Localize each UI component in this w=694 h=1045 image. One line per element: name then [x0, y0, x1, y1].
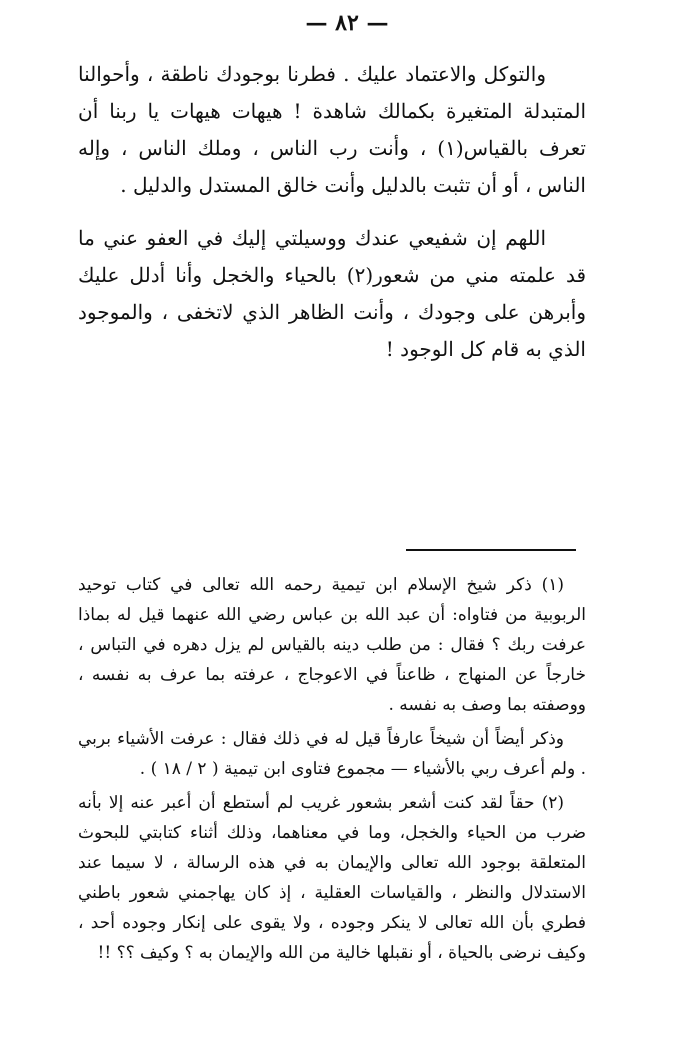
footnote-separator	[406, 549, 576, 551]
body-paragraph-1: والتوكل والاعتماد عليك . فطرنا بوجودك ناطقة ، وأحوالنا المتبدلة المتغيرة بكمالك شاهدة ! هيهات هيهات يا ربنا أن تعرف بالقياس(١) ، وأنت رب الناس ، وملك الناس ، وإله الناس ، أو أن تثبت بالدليل وأنت خالق المستدل والدليل .	[78, 62, 586, 197]
page-number: — ٨٢ —	[305, 10, 389, 36]
footnote-1: (١) ذكر شيخ الإسلام ابن تيمية رحمه الله تعالى في كتاب توحيد الربوبية من فتاواه: أن عبد الله بن عباس رضي الله عنهما قيل له بماذا عرفت ربك ؟ فقال : من طلب دينه بالقياس لم يزل دهره في التباس ، خارجاً عن المنهاج ، ظاعناً في الاعوجاج ، عرفته بما عرف به نفسه ، ووصفته بما وصف به نفسه .	[78, 575, 586, 715]
footnote-2: (٢) حقاً لقد كنت أشعر بشعور غريب لم أستطع أن أعبر عنه إلا بأنه ضرب من الحياء والخجل، وما في معناهما، وذلك أثناء كتابتي للبحوث المتعلقة بوجود الله تعالى والإيمان به في هذه الرسالة ، لا سيما عند الاستدلال والنظر ، والقياسات العقلية ، إذ كان يهاجمني شعور باطني فطري بأن الله تعالى لا ينكر وجوده ، ولا يقوى على إنكار وجوده أحد ، وكيف نرضى بالحياة ، أو نقبلها خالية من الله والإيمان به ؟ وكيف ؟؟ !!	[78, 793, 586, 963]
body-paragraph-2: اللهم إن شفيعي عندك ووسيلتي إليك في العفو عني ما قد علمته مني من شعور(٢) بالحياء والخجل وأنا أدلل عليك وأبرهن على وجودك ، وأنت الظاهر الذي لاتخفى ، والموجود الذي به قام كل الوجود !	[78, 226, 587, 361]
footnote-1-continued: وذكر أيضاً أن شيخاً عارفاً قيل له في ذلك فقال : عرفت الأشياء بربي . ولم أعرف ربي بالأشياء — مجموع فتاوى ابن تيمية ( ٢ / ١٨ ) .	[78, 729, 586, 779]
main-text	[78, 56, 586, 368]
footnotes	[78, 570, 586, 968]
